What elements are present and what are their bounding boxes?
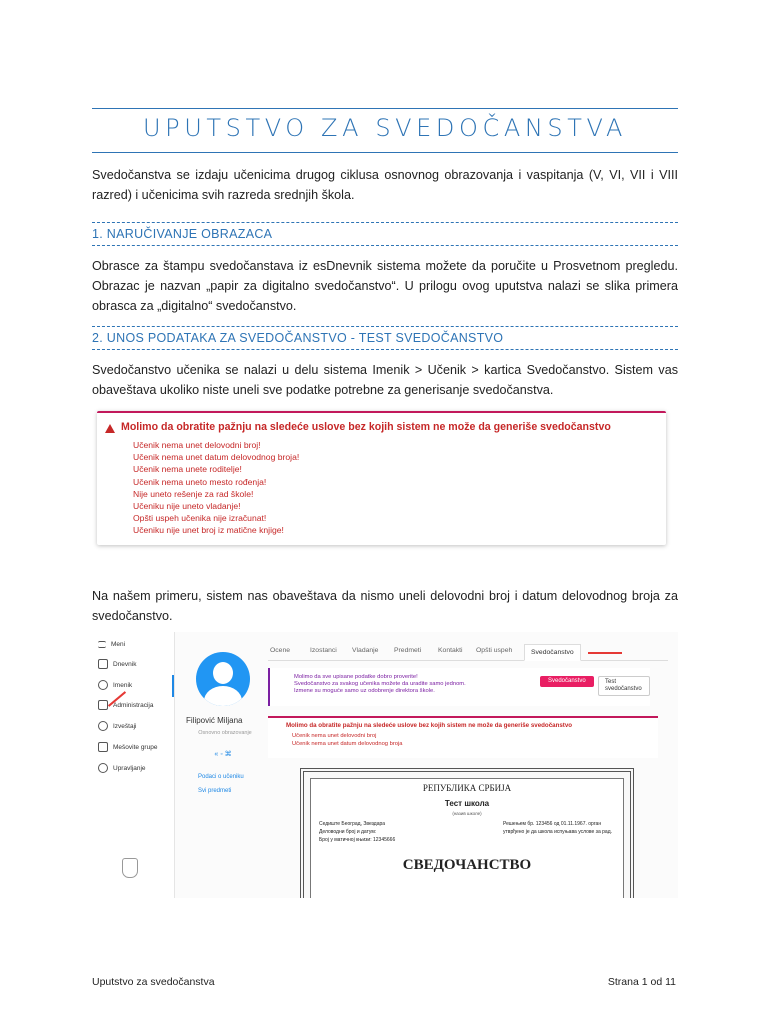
warning-item: Učeniku nije uneto vladanje! (133, 501, 241, 512)
student-name: Filipović Miljana (186, 716, 243, 725)
warning-item: Učeniku nije unet broj iz matične knjige! (133, 525, 284, 536)
red-arrow-tab (588, 652, 622, 654)
student-avatar (196, 652, 250, 706)
sidebar-item-izvestaji[interactable]: Izveštaji (98, 720, 136, 734)
tab-svedocanstvo[interactable]: Svedočanstvo (524, 644, 581, 661)
group-icon (98, 742, 108, 752)
sidebar-item-meni[interactable]: Meni (98, 638, 125, 652)
section-1-heading: 1. NARUČIVANJE OBRAZACA (92, 222, 678, 246)
footer-right: Strana 1 od 11 (607, 976, 676, 988)
sidebar-active-indicator (172, 675, 174, 697)
clipboard-icon (98, 700, 108, 710)
gear-icon (98, 763, 108, 773)
certificate-preview: РЕПУБЛИКА СРБИЈА Тест школа (назив школе) Седиште Београд, Звездара Решењем бр. 123456 од 01.11.1967. орган Деловодни број и датум: утврђено је да школа испуњава услове за рад. Број у матичној књизи: 12345666 СВЕДОЧАНСТВО (300, 768, 634, 898)
student-nav-arrows[interactable]: « ◦ ⌘ (214, 751, 232, 758)
student-link-predmeti[interactable]: Svi predmeti (198, 788, 232, 794)
sidebar (92, 632, 175, 898)
warning-item: Nije uneto rešenje za rad škole! (133, 488, 254, 499)
info-notice: Molimo da sve upisane podatke dobro proverite! Svedočanstvo za svakog učenika možete da uradite samo jednom. Izmene su moguće samo uz odobrenje direktora škole. Svedočanstvo Test svedočanstvo (268, 668, 650, 706)
tab-izostanci[interactable]: Izostanci (310, 647, 337, 654)
coat-of-arms-icon (122, 858, 138, 878)
student-subtitle: Osnovno obrazovanje (198, 730, 252, 736)
sidebar-item-imenik[interactable]: Imenik (98, 679, 132, 693)
sidebar-item-upravljanje[interactable]: Upravljanje (98, 762, 146, 776)
warning-icon (105, 424, 115, 433)
warning-item: Opšti uspeh učenika nije izračunat! (133, 513, 267, 524)
warning-item: Učenik nema unete roditelje! (133, 464, 242, 475)
sidebar-item-administracija[interactable]: Administracija (98, 699, 153, 713)
tab-opsti-uspeh[interactable]: Opšti uspeh (476, 647, 513, 654)
users-icon (98, 680, 108, 690)
sidebar-item-mesovite-grupe[interactable]: Mešovite grupe (98, 741, 157, 755)
section-1-paragraph: Obrasce za štampu svedočanstava iz esDnevnik sistema možete da poručite u Prosvetnom pregledu. Obrazac je nazvan „papir za digitalno svedočanstvo“. U prilogu ovog uputstva nalazi se slika primera obrasca za „digitalno“ svedočanstvo. (92, 259, 678, 313)
menu-icon (98, 641, 106, 648)
footer-left: Uputstvo za svedočanstva (92, 976, 215, 988)
warning-box (97, 411, 666, 545)
title-top-rule (92, 108, 678, 109)
warning-list (133, 439, 299, 537)
tab-ocene[interactable]: Ocene (270, 647, 291, 654)
sidebar-item-dnevnik[interactable]: Dnevnik (98, 658, 136, 672)
document-title: UPUTSTVO ZA SVEDOČANSTVA (142, 114, 628, 142)
title-bottom-rule (92, 152, 678, 153)
student-link-podaci[interactable]: Podaci o učeniku (198, 774, 244, 780)
section-2-paragraph: Svedočanstvo učenika se nalazi u delu sistema Imenik > Učenik > kartica Svedočanstvo. Sistem vas obaveštava ukoliko niste uneli sve podatke potrebne za generisanje svedočanstva. (92, 363, 678, 397)
tab-kontakti[interactable]: Kontakti (438, 647, 463, 654)
app-screenshot (92, 632, 678, 898)
btn-svedocanstvo[interactable]: Svedočanstvo (540, 676, 594, 687)
warning-item: Učenik nema unet datum delovodnog broja! (133, 452, 300, 463)
tab-predmeti[interactable]: Predmeti (394, 647, 422, 654)
screenshot-warning: Molimo da obratite pažnju na sledeće uslove bez kojih sistem ne može da generiše svedočanstvo Učenik nema unet delovodni broj Učenik nema unet datum delovodnog broja (268, 716, 658, 758)
warning-title: Molimo da obratite pažnju na sledeće uslove bez kojih sistem ne može da generiše svedočanstvo (121, 421, 611, 433)
intro-paragraph: Svedočanstva se izdaju učenicima drugog ciklusa osnovnog obrazovanja i vaspitanja (V, VI, VII i VIII razred) i učenicima svih razreda srednjih škola. (92, 168, 678, 202)
chart-icon (98, 721, 108, 731)
warning-item: Učenik nema unet delovodni broj! (133, 440, 261, 450)
btn-test-svedocanstvo[interactable]: Test svedočanstvo (598, 676, 650, 696)
book-icon (98, 659, 108, 669)
example-paragraph: Na našem primeru, sistem nas obaveštava da nismo uneli delovodni broj i datum delovodnog broja za svedočanstvo. (92, 589, 678, 623)
warning-item: Učenik nema uneto mesto rođenja! (133, 476, 267, 487)
section-2-heading: 2. UNOS PODATAKA ZA SVEDOČANSTVO - TEST SVEDOČANSTVO (92, 326, 678, 350)
tab-vladanje[interactable]: Vladanje (352, 647, 379, 654)
